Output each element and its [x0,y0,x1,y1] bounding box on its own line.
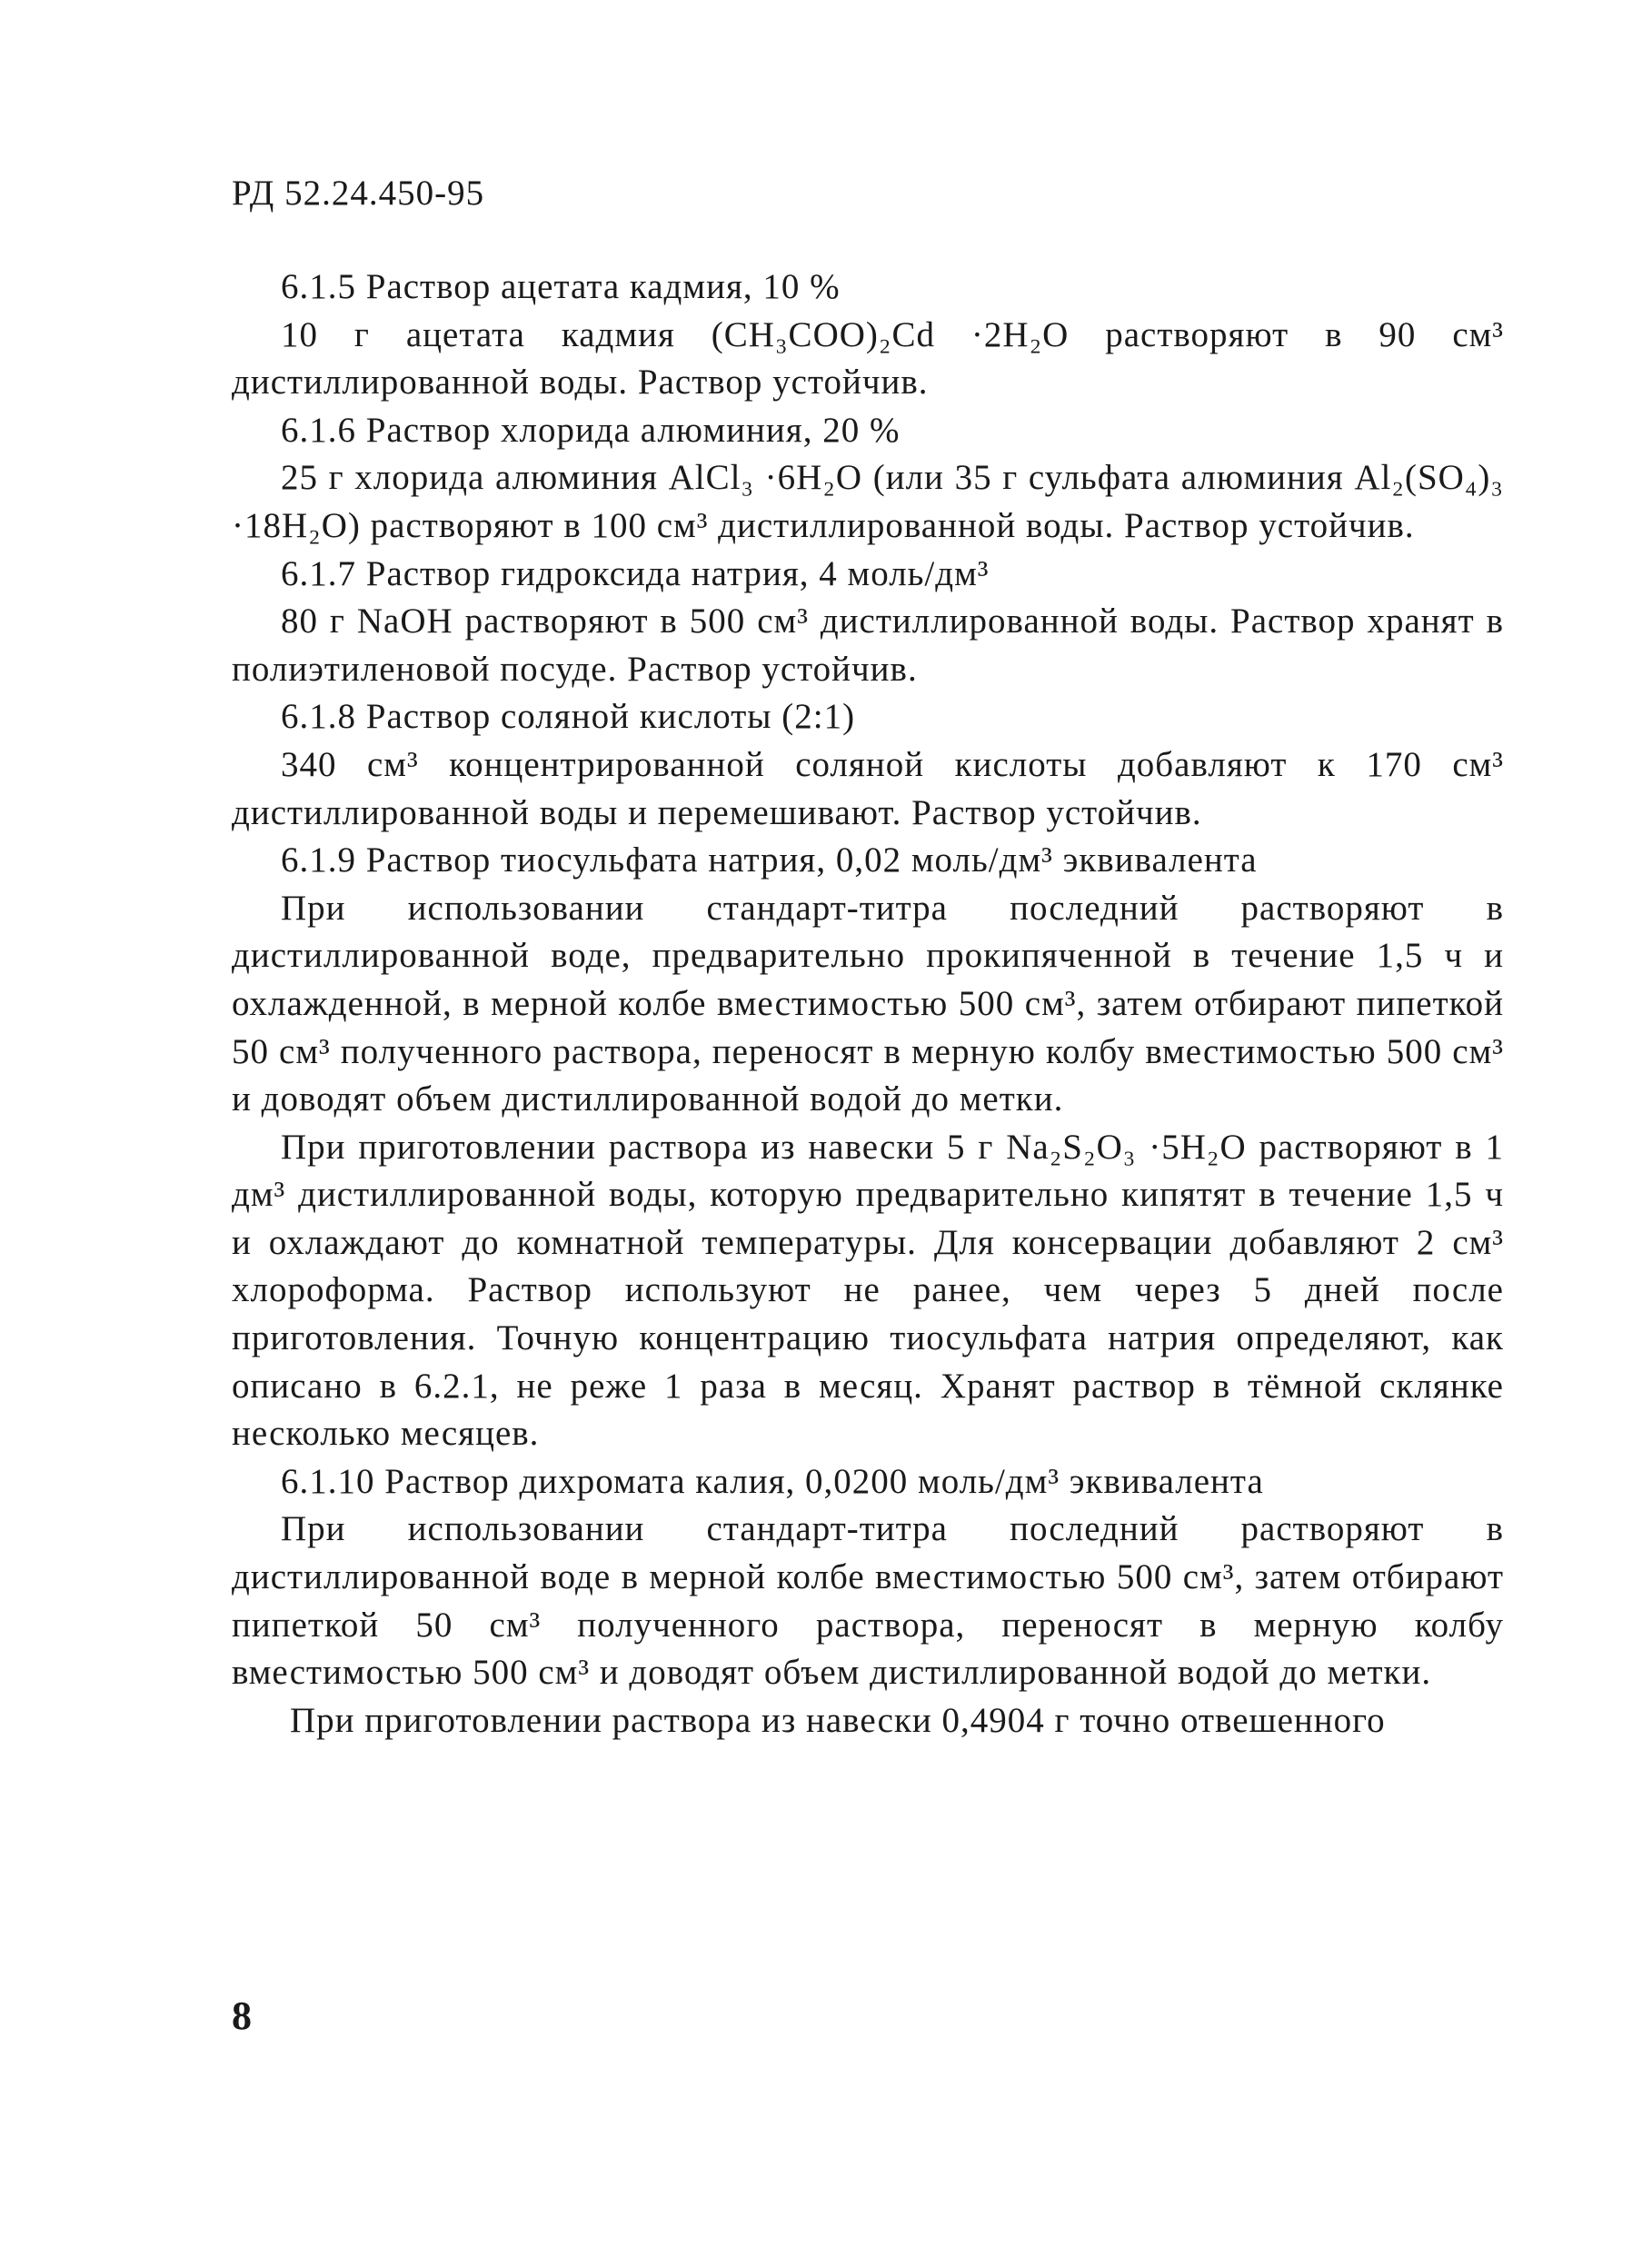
heading-6-1-10: 6.1.10 Раствор дихромата калия, 0,0200 моль/дм³ эквивалента [281,1461,1264,1501]
heading-6-1-7: 6.1.7 Раствор гидроксида натрия, 4 моль/дм³ [281,553,990,593]
paragraph-6-1-5-text: 10 г ацетата кадмия (CH₃COO)₂Cd ·2H₂O растворяют в 90 см³ дистиллированной воды. Раствор устойчив. [232,314,1504,403]
paragraph-6-1-7-text: 80 г NaOH растворяют в 500 см³ дистиллированной воды. Раствор хранят в полиэтиленовой посуде. Раствор устойчив. [232,602,1504,689]
document-code-header: РД 52.24.450-95 [232,174,485,213]
heading-6-1-6: 6.1.6 Раствор хлорида алюминия, 20 % [281,410,901,450]
paragraph-6-1-10-preparation: При приготовлении раствора из навески 0,4904 г точно отвешенного [290,1700,1386,1740]
paragraph-6-1-9-standard-titr: При использовании стандарт-титра последний растворяют в дистиллированной воде, предварительно прокипяченной в течение 1,5 ч и охлажденной, в мерной колбе вместимостью 500 см³, затем отбирают пипеткой 50 см³ полученного раствора, переносят в мерную колбу вместимостью 500 см³ и доводят объем дистиллированной водой до метки. [232,888,1504,1119]
heading-6-1-9: 6.1.9 Раствор тиосульфата натрия, 0,02 моль/дм³ эквивалента [281,840,1258,880]
paragraph-6-1-9-preparation: При приготовлении раствора из навески 5 г Na₂S₂O₃ ·5H₂O растворяют в 1 дм³ дистиллированной воды, которую предварительно кипятят в течение 1,5 ч и охлаждают до комнатной температуры. Для консервации добавляют 2 см³ хлороформа. Раствор используют не ранее, чем через 5 дней после приготовления. Точную концентрацию тиосульфата натрия определяют, как описано в 6.2.1, не реже 1 раза в месяц. Хранят раствор в тёмной склянке несколько месяцев. [232,1127,1504,1454]
body-text [232,263,1504,1745]
paragraph-6-1-6-text: 25 г хлорида алюминия AlCl₃ ·6H₂O (или 35 г сульфата алюминия Al₂(SO₄)₃ ·18H₂O) растворяют в 100 см³ дистиллированной воды. Раствор устойчив. [232,458,1504,545]
heading-6-1-8: 6.1.8 Раствор соляной кислоты (2:1) [281,697,856,737]
heading-6-1-5: 6.1.5 Раствор ацетата кадмия, 10 % [281,267,841,306]
page-number: 8 [232,1994,252,2038]
paragraph-6-1-8-text: 340 см³ концентрированной соляной кислоты добавляют к 170 см³ дистиллированной воды и перемешивают. Раствор устойчив. [232,744,1504,832]
paragraph-6-1-10-standard-titr: При использовании стандарт-титра последний растворяют в дистиллированной воде в мерной колбе вместимостью 500 см³, затем отбирают пипеткой 50 см³ полученного раствора, переносят в мерную колбу вместимостью 500 см³ и доводят объем дистиллированной водой до метки. [232,1509,1504,1693]
